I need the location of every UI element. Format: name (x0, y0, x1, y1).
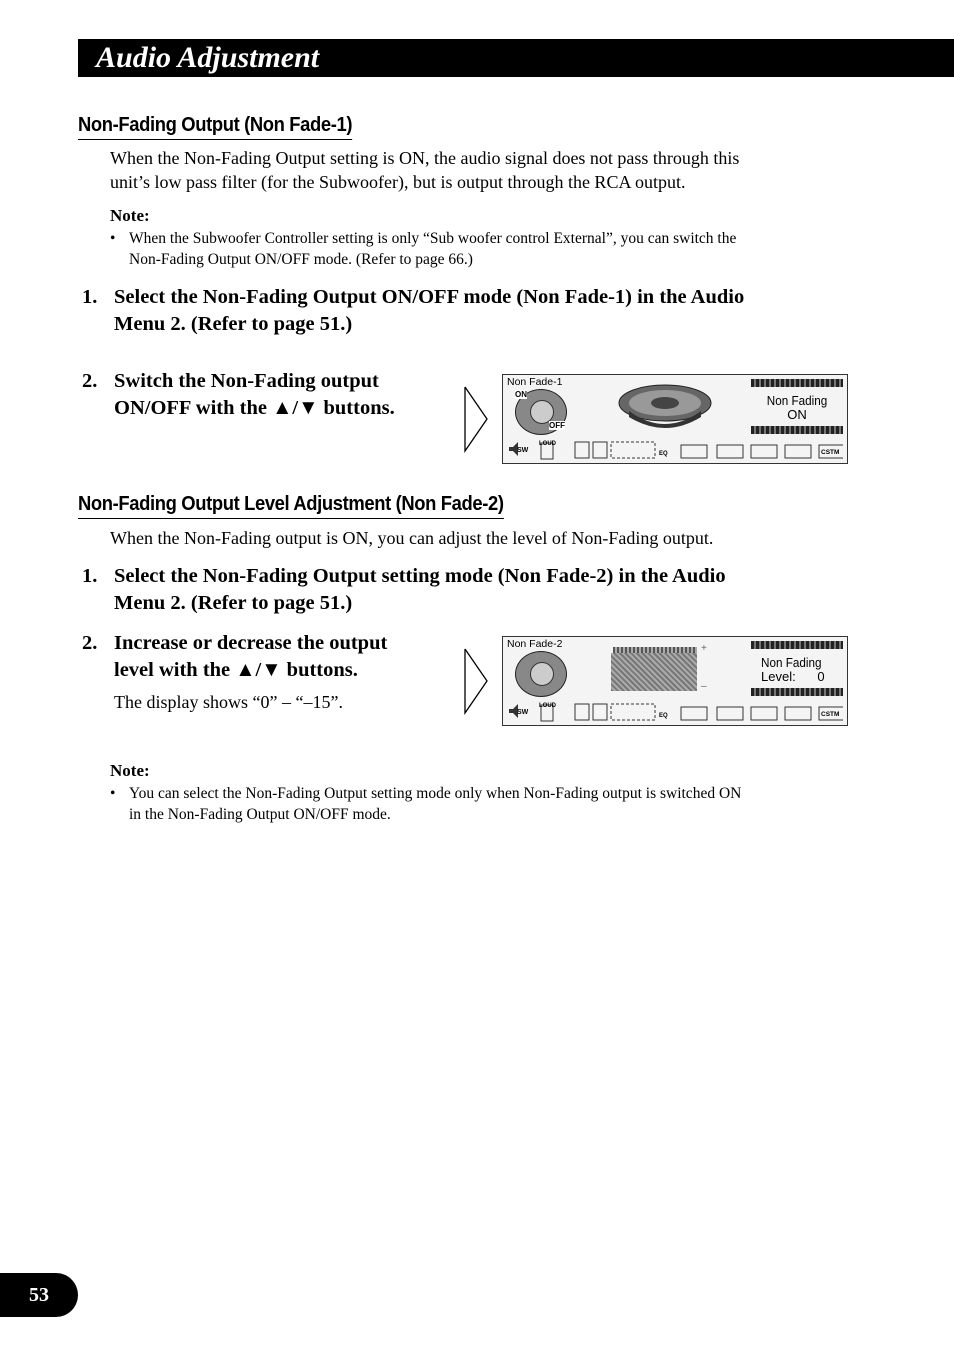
plus-label: + (701, 643, 707, 654)
page-number: 53 (0, 1273, 78, 1317)
lcd-display-non-fade-1 (502, 374, 848, 464)
bullet-icon: • (110, 785, 116, 802)
sw-label: SW (517, 447, 529, 454)
bullet-icon: • (110, 230, 116, 247)
level-bar-top (751, 641, 843, 649)
level-meter-graphic (611, 653, 697, 691)
display-title: Non Fade-2 (507, 638, 563, 650)
step-number: 2. (82, 370, 98, 392)
step-text-line2: Menu 2. (Refer to page 51.) (114, 592, 353, 614)
step-number: 1. (82, 565, 98, 587)
step-1 (78, 563, 878, 619)
step-number: 2. (82, 632, 98, 654)
cstm-label: CSTM (821, 711, 840, 718)
level-bar-bottom (751, 688, 843, 696)
step-text-line1: Increase or decrease the output (114, 632, 388, 654)
section-heading-non-fade-2: Non-Fading Output Level Adjustment (Non Fade-2) (78, 492, 504, 519)
display-title: Non Fade-1 (507, 376, 563, 388)
level-bar-top (751, 379, 843, 387)
on-label: ON (515, 390, 527, 399)
status-line1: Non Fading (766, 393, 828, 408)
section1-intro-line2: unit’s low pass filter (for the Subwoofer), but is output through the RCA output. (110, 172, 686, 192)
cstm-label: CSTM (821, 449, 840, 456)
note-label: Note: (110, 761, 150, 780)
arrow-pointer-icon (463, 647, 489, 715)
bottom-icon-row (507, 439, 843, 461)
section-heading-non-fade-1: Non-Fading Output (Non Fade-1) (78, 113, 352, 140)
page-header-bar (78, 39, 954, 77)
bottom-icon-row (507, 701, 843, 723)
level-bar-bottom (751, 426, 843, 434)
section1-intro-line1: When the Non-Fading Output setting is ON, the audio signal does not pass through this (110, 148, 740, 168)
section2-intro: When the Non-Fading output is ON, you can adjust the level of Non-Fading output. (110, 528, 714, 548)
loud-label: LOUD (539, 441, 556, 447)
step-2-subtext: The display shows “0” – “–15”. (114, 692, 343, 712)
step-number: 1. (82, 286, 98, 308)
arrow-pointer-icon (463, 385, 489, 453)
status-line1: Non Fading (761, 655, 822, 670)
note-text-line1: When the Subwoofer Controller setting is only “Sub woofer control External”, you can switch the (129, 230, 737, 247)
status-line2: Level: 0 (761, 669, 825, 684)
step-2 (78, 630, 458, 686)
page-title: Audio Adjustment (96, 41, 320, 74)
step-1 (78, 284, 878, 340)
step-2 (78, 368, 458, 424)
eq-label: EQ (659, 451, 668, 457)
step-text-line2: ON/OFF with the ▲/▼ buttons. (114, 397, 395, 419)
step-text-line2: level with the ▲/▼ buttons. (114, 659, 358, 681)
eq-label: EQ (659, 713, 668, 719)
off-label: OFF (549, 421, 565, 430)
note-label: Note: (110, 206, 150, 225)
step-text-line2: Menu 2. (Refer to page 51.) (114, 313, 353, 335)
step-text-line1: Select the Non-Fading Output ON/OFF mode (Non Fade-1) in the Audio (114, 286, 745, 308)
minus-label: – (701, 681, 707, 692)
speaker-icon (615, 381, 715, 431)
lcd-display-non-fade-2 (502, 636, 848, 726)
loud-label: LOUD (539, 703, 556, 709)
step-text-line1: Switch the Non-Fading output (114, 370, 379, 392)
note-text-line2: Non-Fading Output ON/OFF mode. (Refer to page 66.) (129, 251, 473, 268)
status-line2: ON (787, 407, 807, 422)
note-text-line2: in the Non-Fading Output ON/OFF mode. (129, 806, 391, 823)
note-text-line1: You can select the Non-Fading Output setting mode only when Non-Fading output is switched ON (129, 785, 742, 802)
knob-icon (515, 651, 567, 697)
sw-label: SW (517, 709, 529, 716)
step-text-line1: Select the Non-Fading Output setting mode (Non Fade-2) in the Audio (114, 565, 726, 587)
